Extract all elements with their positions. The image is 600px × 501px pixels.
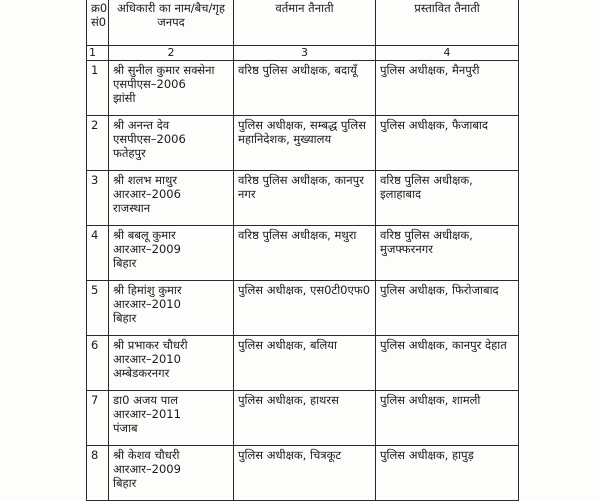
serial-number: 3: [87, 171, 109, 226]
header-serial-number: क्र0 सं0: [87, 0, 109, 46]
officer-name: श्री शलभ माथुर: [113, 173, 178, 187]
current-posting: पुलिस अधीक्षक, सम्बद्ध पुलिस महानिदेशक, मुख्यालय: [234, 116, 376, 171]
officer-home-district: झांसी: [113, 91, 136, 105]
header-row: [87, 0, 519, 46]
proposed-posting: पुलिस अधीक्षक, कानपुर देहात: [376, 336, 519, 391]
current-posting: पुलिस अधीक्षक, बलिया: [234, 336, 376, 391]
proposed-posting: पुलिस अधीक्षक, शामली: [376, 391, 519, 446]
officer-cell: [109, 171, 234, 226]
officer-batch: आरआर–2009: [113, 462, 181, 476]
officer-cell: [109, 226, 234, 281]
proposed-posting: पुलिस अधीक्षक, फिरोजाबाद: [376, 281, 519, 336]
current-posting: पुलिस अधीक्षक, चित्रकूट: [234, 446, 376, 501]
serial-number: 7: [87, 391, 109, 446]
officer-batch: आरआर–2006: [113, 187, 181, 201]
officer-cell: [109, 116, 234, 171]
serial-number: 5: [87, 281, 109, 336]
officer-batch: एसपीएस–2006: [113, 77, 186, 91]
proposed-posting: पुलिस अधीक्षक, मैनपुरी: [376, 61, 519, 116]
serial-number: 8: [87, 446, 109, 501]
proposed-posting: पुलिस अधीक्षक, हापुड़: [376, 446, 519, 501]
serial-number: 2: [87, 116, 109, 171]
column-number: 4: [376, 46, 519, 61]
officer-batch: आरआर–2009: [113, 242, 181, 256]
officer-batch: एसपीएस–2006: [113, 132, 186, 146]
serial-number: 4: [87, 226, 109, 281]
current-posting: पुलिस अधीक्षक, एस0टी0एफ0: [234, 281, 376, 336]
officer-cell: [109, 446, 234, 501]
table-row: [87, 391, 519, 446]
officer-name: श्री अनन्त देव: [113, 118, 170, 132]
officer-name: डा0 अजय पाल: [113, 393, 179, 407]
officer-name: श्री केशव चौधरी: [113, 448, 180, 462]
table-row: [87, 446, 519, 501]
officer-cell: [109, 281, 234, 336]
column-number: 3: [234, 46, 376, 61]
officer-batch: आरआर–2011: [113, 407, 181, 421]
officer-home-district: बिहार: [113, 476, 137, 490]
officer-name: श्री बबलू कुमार: [113, 228, 176, 242]
officer-name: श्री सुनील कुमार सक्सेना: [113, 63, 215, 77]
table-row: [87, 171, 519, 226]
officer-cell: [109, 391, 234, 446]
current-posting: वरिष्ठ पुलिस अधीक्षक, कानपुर नगर: [234, 171, 376, 226]
transfer-table: [86, 0, 519, 501]
table-row: [87, 61, 519, 116]
proposed-posting: वरिष्ठ पुलिस अधीक्षक, मुजफ्फरनगर: [376, 226, 519, 281]
officer-name: श्री प्रभाकर चौधरी: [113, 338, 188, 352]
proposed-posting: वरिष्ठ पुलिस अधीक्षक, इलाहाबाद: [376, 171, 519, 226]
serial-number: 1: [87, 61, 109, 116]
officer-home-district: अम्बेडकरनगर: [113, 366, 170, 380]
table-row: [87, 226, 519, 281]
column-number: 1: [87, 46, 109, 61]
serial-number: 6: [87, 336, 109, 391]
proposed-posting: पुलिस अधीक्षक, फैजाबाद: [376, 116, 519, 171]
officer-home-district: फतेहपुर: [113, 146, 146, 160]
header-current-posting: वर्तमान तैनाती: [234, 0, 376, 46]
header-proposed-posting: प्रस्तावित तैनाती: [376, 0, 519, 46]
officer-cell: [109, 336, 234, 391]
officer-batch: आरआर–2010: [113, 352, 181, 366]
table-row: [87, 336, 519, 391]
current-posting: पुलिस अधीक्षक, हाथरस: [234, 391, 376, 446]
column-number-row: [87, 46, 519, 61]
officer-home-district: बिहार: [113, 311, 137, 325]
officer-name: श्री हिमांशु कुमार: [113, 283, 182, 297]
current-posting: वरिष्ठ पुलिस अधीक्षक, बदायूँ: [234, 61, 376, 116]
officer-home-district: पंजाब: [113, 421, 138, 435]
header-officer-name: अधिकारी का नाम/बैच/गृह जनपद: [109, 0, 234, 46]
officer-home-district: राजस्थान: [113, 201, 151, 215]
officer-home-district: बिहार: [113, 256, 137, 270]
table-row: [87, 281, 519, 336]
table-row: [87, 116, 519, 171]
officer-batch: आरआर–2010: [113, 297, 181, 311]
column-number: 2: [109, 46, 234, 61]
current-posting: वरिष्ठ पुलिस अधीक्षक, मथुरा: [234, 226, 376, 281]
officer-cell: [109, 61, 234, 116]
